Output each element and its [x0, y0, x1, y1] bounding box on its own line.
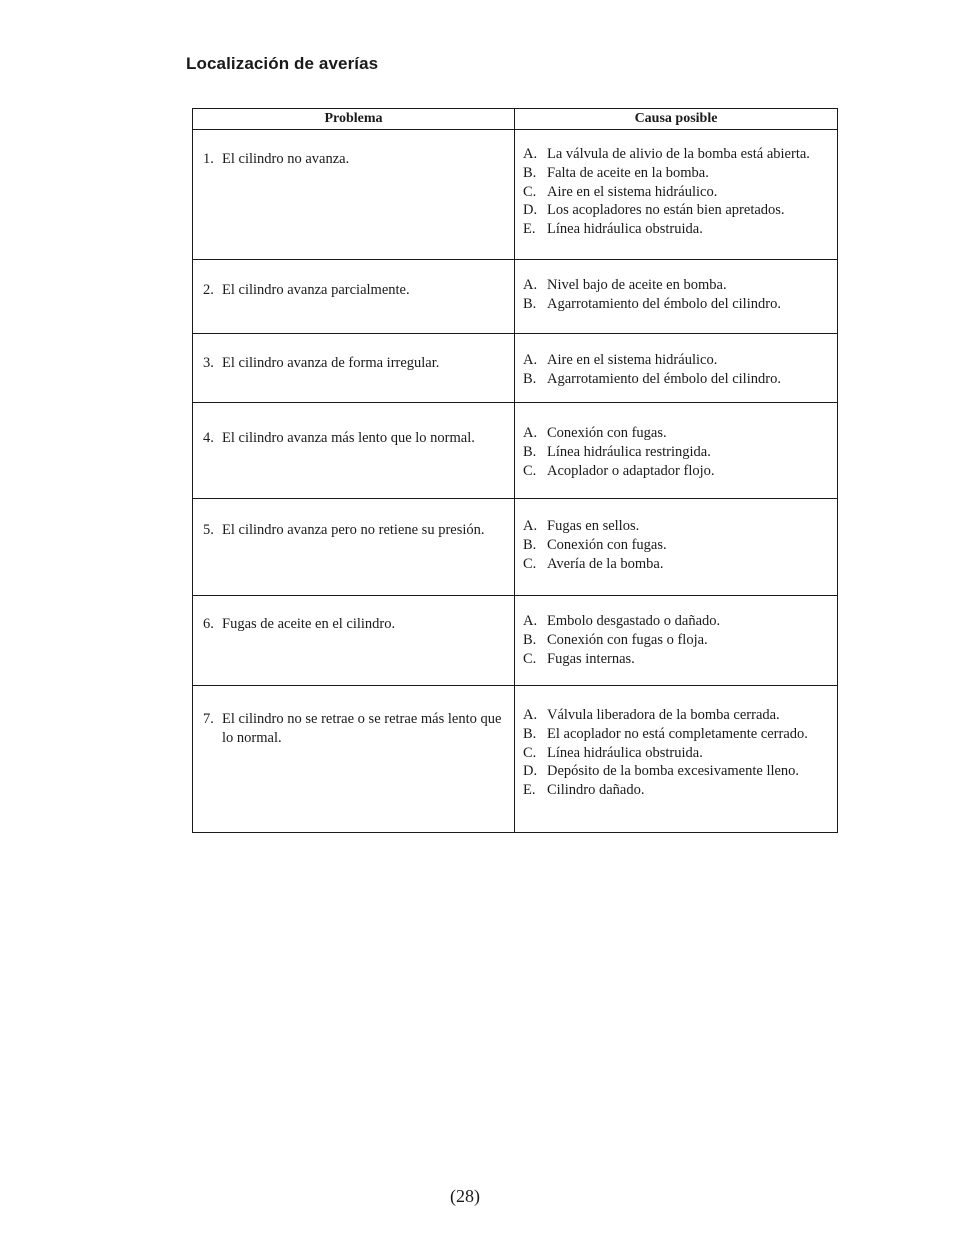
cause-text: Depósito de la bomba excesivamente lleno. [547, 763, 800, 780]
cause-text: Línea hidráulica obstruida. [547, 744, 703, 761]
cause-text: Cilindro dañado. [547, 782, 645, 799]
cause-letter: A. [523, 707, 538, 723]
problem-number: 3. [203, 355, 214, 371]
cause-cell [515, 260, 838, 334]
cause-text: Fugas internas. [547, 650, 635, 667]
problem-text: Fugas de aceite en el cilindro. [222, 616, 396, 632]
cause-text: Línea hidráulica obstruida. [547, 221, 703, 238]
cause-text: Falta de aceite en la bomba. [547, 164, 709, 181]
cause-letter: A. [523, 518, 538, 534]
cause-text: Válvula liberadora de la bomba cerrada. [547, 707, 780, 723]
cause-text: Agarrotamiento del émbolo del cilindro. [547, 295, 781, 312]
cause-text: Fugas en sellos. [547, 518, 640, 534]
cause-item [523, 295, 835, 314]
cause-letter: B. [523, 536, 537, 553]
problem-text: El cilindro avanza pero no retiene su presión. [222, 522, 485, 538]
cause-item [523, 650, 835, 669]
cause-cell [515, 334, 838, 403]
table-row [193, 130, 838, 260]
cause-cell [515, 403, 838, 499]
cause-text: Conexión con fugas. [547, 425, 667, 441]
table-row [193, 334, 838, 403]
cause-text: Los acopladores no están bien apretados. [547, 202, 785, 219]
cause-text: Agarrotamiento del émbolo del cilindro. [547, 370, 781, 387]
problem-number: 5. [203, 522, 214, 538]
problem-text: El cilindro avanza parcialmente. [222, 282, 410, 298]
cause-text: Acoplador o adaptador flojo. [547, 462, 715, 479]
cause-item [523, 164, 835, 183]
problem-cell [193, 260, 515, 334]
cause-letter: B. [523, 443, 537, 460]
problem-number: 4. [203, 430, 214, 446]
table-row [193, 596, 838, 686]
cause-text: Conexión con fugas o floja. [547, 631, 708, 648]
cause-letter: E. [523, 782, 536, 799]
cause-letter: E. [523, 221, 536, 238]
cause-item [523, 220, 835, 239]
cause-letter: B. [523, 370, 537, 387]
problem-text: El cilindro avanza de forma irregular. [222, 355, 440, 371]
cause-text: Nivel bajo de aceite en bomba. [547, 277, 727, 293]
cause-letter: B. [523, 631, 537, 648]
cause-cell [515, 596, 838, 686]
cause-letter: D. [523, 763, 538, 780]
problem-number: 1. [203, 151, 214, 167]
cause-letter: D. [523, 202, 538, 219]
cause-item [523, 781, 835, 800]
problem-number: 7. [203, 711, 214, 727]
cause-letter: A. [523, 277, 538, 293]
cause-letter: C. [523, 555, 537, 572]
problem-cell [193, 403, 515, 499]
cause-item [523, 443, 835, 462]
cause-text: Embolo desgastado o dañado. [547, 613, 721, 629]
cause-letter: C. [523, 744, 537, 761]
table-row [193, 260, 838, 334]
problem-text: El cilindro no se retrae o se retrae más lento que lo normal. [222, 711, 502, 746]
cause-letter: B. [523, 164, 537, 181]
cause-cell [515, 686, 838, 833]
cause-letter: C. [523, 462, 537, 479]
cause-text: Línea hidráulica restringida. [547, 443, 711, 460]
cause-cell [515, 130, 838, 260]
table-row [193, 403, 838, 499]
cause-item [523, 706, 835, 725]
problem-text: El cilindro avanza más lento que lo normal. [222, 430, 475, 446]
cause-text: El acoplador no está completamente cerrado. [547, 725, 808, 742]
cause-item [523, 612, 835, 631]
cause-item [523, 370, 835, 389]
cause-item [523, 762, 835, 781]
cause-text: Aire en el sistema hidráulico. [547, 352, 718, 368]
cause-text: Avería de la bomba. [547, 555, 664, 572]
cause-cell [515, 499, 838, 596]
cause-item [523, 276, 835, 295]
cause-letter: A. [523, 146, 538, 162]
problem-cell [193, 499, 515, 596]
cause-letter: A. [523, 613, 538, 629]
cause-text: La válvula de alivio de la bomba está abierta. [547, 146, 810, 162]
problem-cell [193, 334, 515, 403]
troubleshooting-table [192, 108, 838, 833]
cause-item [523, 536, 835, 555]
table-row [193, 499, 838, 596]
cause-item [523, 631, 835, 650]
cause-item [523, 201, 835, 220]
problem-column-header: Problema [193, 109, 515, 130]
cause-item [523, 725, 835, 744]
table-header-row [193, 109, 838, 130]
cause-item [523, 145, 835, 164]
cause-item [523, 462, 835, 481]
cause-letter: B. [523, 725, 537, 742]
table-row [193, 686, 838, 833]
cause-letter: C. [523, 183, 537, 200]
cause-item [523, 183, 835, 202]
cause-item [523, 744, 835, 763]
cause-letter: A. [523, 352, 538, 368]
cause-item [523, 555, 835, 574]
cause-item [523, 351, 835, 370]
problem-cell [193, 686, 515, 833]
problem-cell [193, 130, 515, 260]
problem-text: El cilindro no avanza. [222, 151, 350, 167]
cause-item [523, 424, 835, 443]
cause-column-header: Causa posible [515, 109, 838, 130]
page-title: Localización de averías [186, 54, 379, 73]
cause-letter: C. [523, 650, 537, 667]
problem-number: 2. [203, 282, 214, 298]
cause-letter: A. [523, 425, 538, 441]
problem-cell [193, 596, 515, 686]
cause-item [523, 517, 835, 536]
page-number: (28) [450, 1186, 480, 1206]
problem-number: 6. [203, 616, 214, 632]
cause-text: Conexión con fugas. [547, 536, 667, 553]
cause-text: Aire en el sistema hidráulico. [547, 183, 718, 200]
cause-letter: B. [523, 295, 537, 312]
